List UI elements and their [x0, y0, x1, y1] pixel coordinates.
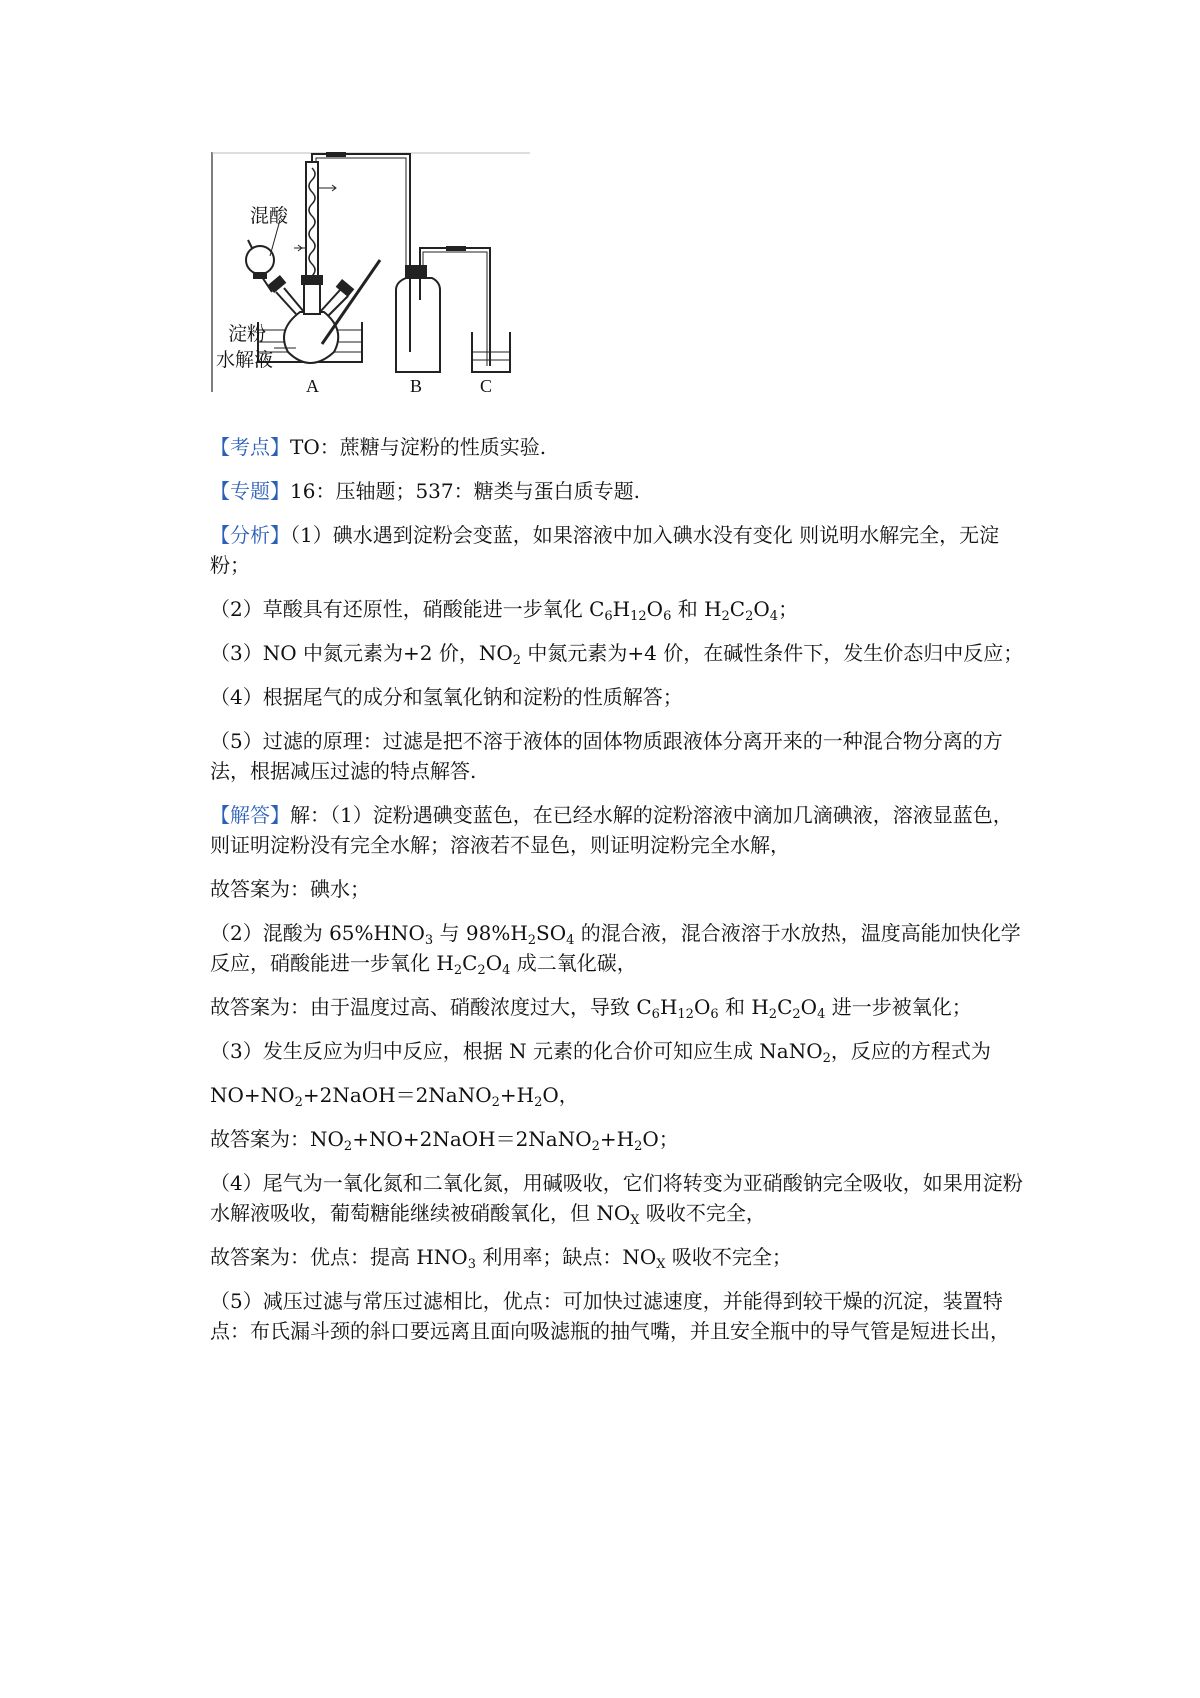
subscript: 2: [343, 1139, 353, 1154]
text-run: O，: [542, 1083, 579, 1107]
subscript: 12: [677, 1007, 694, 1022]
jieda-paragraph-3: [210, 1036, 1032, 1066]
text-run: 吸收不完全，: [639, 1201, 766, 1225]
subscript: 2: [453, 963, 463, 978]
text-run: +NO+2NaOH＝2NaNO: [352, 1127, 592, 1151]
text-run: （4）根据尾气的成分和氢氧化钠和淀粉的性质解答；: [210, 685, 683, 709]
subscript: 6: [604, 609, 613, 624]
label-starch-line2: 水解液: [216, 349, 274, 371]
text-run: +2NaOH＝2NaNO: [302, 1083, 492, 1107]
kaodian-text: TO：蔗糖与淀粉的性质实验.: [290, 435, 547, 459]
subscript: 3: [424, 933, 434, 948]
text-run: 故答案为：优点：提高 HNO: [210, 1245, 468, 1269]
subscript: 2: [527, 933, 537, 948]
text-run: 利用率；缺点：NO: [475, 1245, 657, 1269]
text-run: C: [729, 597, 746, 621]
text-run: （2）混酸为 65%HNO: [210, 921, 425, 945]
text-run: 的混合液，混合液溶于水放热，温度高能加快化学反应，硝酸能进一步氧化 H: [210, 921, 1021, 975]
zhuanti-paragraph: 【专题】16：压轴题；537：糖类与蛋白质专题.: [210, 479, 640, 503]
connecting-tube-ab: [312, 152, 410, 268]
fenxi-paragraph-3: [210, 638, 1032, 668]
subscript: 2: [294, 1095, 303, 1110]
text-run: （3）发生反应为归中反应，根据 N 元素的化合价可知应生成 NaNO: [210, 1039, 823, 1063]
fenxi-tag: 分析: [230, 523, 270, 547]
label-a: A: [306, 376, 319, 396]
text-run: C: [777, 995, 793, 1019]
label-b: B: [410, 376, 423, 396]
fenxi-paragraph-4: [210, 682, 1032, 712]
subscript: 2: [721, 609, 730, 624]
fenxi-paragraph-2: [210, 594, 1032, 624]
text-run: O: [646, 597, 664, 621]
text-run: O；: [642, 1127, 679, 1151]
subscript: 2: [591, 1139, 600, 1154]
subscript: 4: [817, 1007, 826, 1022]
text-run: O: [485, 951, 503, 975]
text-run: （5）减压过滤与常压过滤相比，优点：可加快过滤速度，并能得到较干燥的沉淀，装置特点：布氏漏斗颈的斜口要远离且面向吸滤瓶的抽气嘴，并且安全瓶中的导气管是短进长出，: [210, 1289, 1010, 1343]
subscript: 2: [822, 1051, 831, 1066]
subscript: 2: [792, 1007, 801, 1022]
text-run: C: [462, 951, 478, 975]
subscript: 4: [502, 963, 511, 978]
subscript: 2: [745, 609, 754, 624]
text-run: H: [659, 995, 678, 1019]
jieda-tag: 解答: [230, 803, 270, 827]
text-run: 和 H: [718, 995, 769, 1019]
text-run: 中氮元素为+4 价，在碱性条件下，发生价态归中反应；: [521, 641, 1024, 665]
text-run: ，反应的方程式为: [830, 1039, 991, 1063]
jieda-item-1: 解：（1）淀粉遇碘变蓝色，在已经水解的淀粉溶液中滴加几滴碘液，溶液显蓝色，则证明淀粉没有完全水解；溶液若不显色，则证明淀粉完全水解，: [210, 803, 1013, 857]
answer-2: [210, 992, 1032, 1022]
text-run: SO: [536, 921, 567, 945]
text-run: +H: [599, 1127, 635, 1151]
label-c: C: [480, 376, 493, 396]
side-neck-left: [269, 276, 304, 314]
equation-1: [210, 1080, 1032, 1110]
jieda-paragraph-4: [210, 1168, 1032, 1228]
answer-4: [210, 1242, 1032, 1272]
subscript: 6: [710, 1007, 719, 1022]
text-run: 进一步被氧化；: [825, 995, 972, 1019]
subscript: 2: [634, 1139, 643, 1154]
answer-3: [210, 1124, 1032, 1154]
jieda-paragraph-1: 【解答】解：（1）淀粉遇碘变蓝色，在已经水解的淀粉溶液中滴加几滴碘液，溶液显蓝色，则证明淀粉没有完全水解；溶液若不显色，则证明淀粉完全水解，: [210, 803, 1013, 857]
subscript: 4: [769, 609, 779, 624]
bottle-b: [396, 266, 440, 372]
text-run: 故答案为：碘水；: [210, 877, 370, 901]
reflux-condenser: [294, 162, 336, 278]
zhuanti-tag: 专题: [230, 479, 270, 503]
jieda-paragraph-5: [210, 1286, 1032, 1346]
text-run: ；: [778, 597, 799, 621]
text-run: 与 98%H: [433, 921, 528, 945]
subscript: 6: [663, 609, 672, 624]
subscript: 2: [477, 963, 486, 978]
text-run: NO+NO: [210, 1083, 295, 1107]
round-bottom-flask: [284, 276, 338, 363]
fenxi-paragraph-5: [210, 726, 1032, 786]
subscript: 4: [566, 933, 575, 948]
fenxi-item-1: （1）碘水遇到淀粉会变蓝，如果溶液中加入碘水没有变化 则说明水解完全，无淀粉；: [210, 523, 1000, 577]
subscript: 2: [768, 1007, 778, 1022]
subscript: X: [630, 1213, 640, 1228]
text-run: O: [753, 597, 770, 621]
text-run: （3）NO 中氮元素为+2 价，NO: [210, 641, 513, 665]
subscript: 2: [534, 1095, 543, 1110]
subscript: 3: [467, 1257, 476, 1272]
text-run: （4）尾气为一氧化氮和二氧化氮，用碱吸收，它们将转变为亚硝酸钠完全吸收，如果用淀粉水解液吸收，葡萄糖能继续被硝酸氧化，但 NO: [210, 1171, 1023, 1225]
text-run: （2）草酸具有还原性，硝酸能进一步氧化 C: [210, 597, 605, 621]
kaodian-paragraph: 【考点】TO：蔗糖与淀粉的性质实验.: [210, 435, 547, 459]
text-run: O: [693, 995, 711, 1019]
label-mixed-acid: 混酸: [250, 205, 289, 227]
text-run: （5）过滤的原理：过滤是把不溶于液体的固体物质跟液体分离开来的一种混合物分离的方法，根据减压过滤的特点解答.: [210, 729, 1003, 783]
subscript: 12: [630, 609, 647, 624]
apparatus-figure: [210, 152, 530, 432]
thermometer: [320, 260, 380, 344]
jieda-paragraph-2: [210, 918, 1032, 978]
text-run: H: [612, 597, 631, 621]
fenxi-paragraph-1: 【分析】（1）碘水遇到淀粉会变蓝，如果溶液中加入碘水没有变化 则说明水解完全，无淀粉；: [210, 523, 1000, 577]
zhuanti-text: 16：压轴题；537：糖类与蛋白质专题.: [290, 479, 640, 503]
text-run: 和 H: [671, 597, 722, 621]
subscript: 6: [651, 1007, 660, 1022]
label-starch-line1: 淀粉: [228, 323, 267, 345]
solution-content: [210, 432, 1032, 1360]
kaodian-tag: 考点: [230, 435, 270, 459]
text-run: 成二氧化碳，: [510, 951, 637, 975]
text-run: 故答案为：由于温度过高、硝酸浓度过大，导致 C: [210, 995, 652, 1019]
subscript: X: [656, 1257, 666, 1272]
text-run: 故答案为：NO: [210, 1127, 344, 1151]
text-run: +H: [499, 1083, 535, 1107]
subscript: 2: [491, 1095, 500, 1110]
text-run: O: [800, 995, 818, 1019]
subscript: 2: [512, 653, 521, 668]
text-run: 吸收不完全；: [665, 1245, 792, 1269]
answer-1: [210, 874, 1032, 904]
